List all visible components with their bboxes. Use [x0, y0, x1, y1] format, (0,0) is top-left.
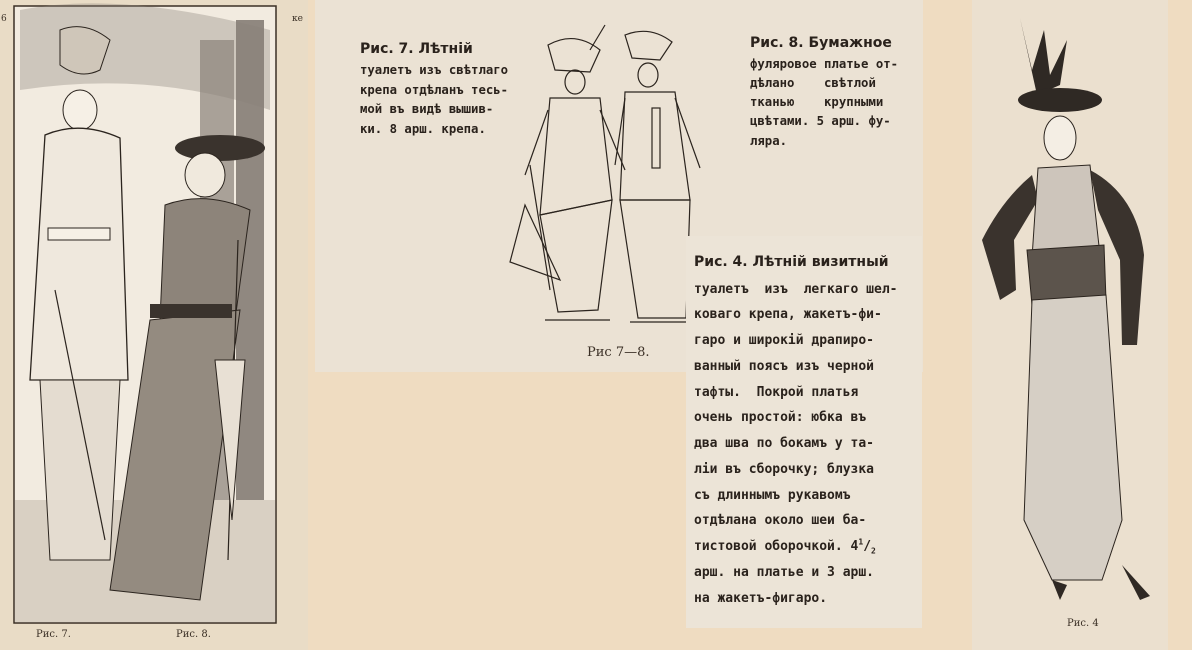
running-head-fragment: ке	[292, 14, 303, 24]
fig4-line-7: очень простой: юбка въ	[694, 410, 867, 426]
two-women-illustration	[0, 0, 308, 650]
fraction-denominator: 2	[871, 546, 876, 556]
fig4-line-13: арш. на платье и 3 арш.	[694, 564, 875, 580]
caption-fig7: Рис. 7.	[36, 629, 71, 640]
fig4-line-6: тафты. Покрой платья	[694, 384, 859, 400]
caption-fig8: Рис. 8.	[176, 629, 211, 640]
fig4-description: Рис. 4. Лѣтній визитный туалетъ изъ легкаго шел- коваго крепа, жакетъ-фи- гаро и широкій драпиро- ванный поясъ изъ черной тафты. Покрой платья очень простой: юбка въ два шва по бокамъ у та- ліи въ сборочку; блузка съ длиннымъ рукавомъ отдѣлана около шеи ба- тистовой оборочкой. $4^1/_2$ арш. на платье и 3 арш. на жакетъ-фигаро.	[694, 254, 898, 606]
fig8-line-1: Рис. 8. Бумажное	[750, 35, 892, 51]
fig4-line-14: на жакетъ-фигаро.	[694, 590, 828, 606]
fig4-text-panel	[686, 236, 922, 628]
fraction-numerator: 1	[858, 537, 864, 547]
fig8-line-3: дѣлано свѣтлой	[750, 76, 876, 90]
fig8-line-5: цвѣтами. 5 арш. фу-	[750, 114, 891, 129]
fig7-line-3: крепа отдѣланъ тесь-	[360, 82, 509, 97]
caption-fig7-8: Рис 7—8.	[587, 345, 650, 360]
fig8-description	[750, 33, 898, 151]
right-illustration-panel	[972, 0, 1168, 650]
fig4-line-4: гаро и широкій драпиро-	[694, 333, 875, 349]
fig4-line-10: съ длиннымъ рукавомъ	[694, 487, 851, 503]
fig7-description	[360, 38, 508, 140]
fig4-line-2: туалетъ изъ легкаго шел-	[694, 281, 898, 297]
fig4-line-9: ліи въ сборочку; блузка	[694, 461, 875, 477]
fig4-line-11: отдѣлана около шеи ба-	[694, 513, 867, 529]
fig4-line-1: Рис. 4. Лѣтній визитный	[694, 254, 889, 270]
fig7-line-4: мой въ видѣ вышив-	[360, 102, 494, 117]
fig7-line-1: Рис. 7. Лѣтній	[360, 41, 473, 57]
woman-visiting-dress-illustration	[972, 0, 1168, 650]
fig4-line-8: два шва по бокамъ у та-	[694, 436, 875, 452]
fig7-line-2: туалетъ изъ свѣтлаго	[360, 62, 509, 77]
caption-fig4: Рис. 4	[1067, 618, 1099, 629]
left-illustration-panel	[0, 0, 308, 650]
page-number: 6	[1, 14, 7, 24]
fig4-line-5: ванный поясъ изъ черной	[694, 358, 875, 374]
fig8-line-4: тканью крупными	[750, 95, 884, 110]
fig8-line-2: фуляровое платье от-	[750, 56, 899, 71]
fig4-line-12: тистовой оборочкой. 4	[694, 539, 859, 555]
fig7-line-5: ки. 8 арш. крепа.	[360, 122, 486, 137]
fig4-line-3: коваго крепа, жакетъ-фи-	[694, 307, 882, 323]
fig8-line-6: ляра.	[750, 133, 788, 148]
